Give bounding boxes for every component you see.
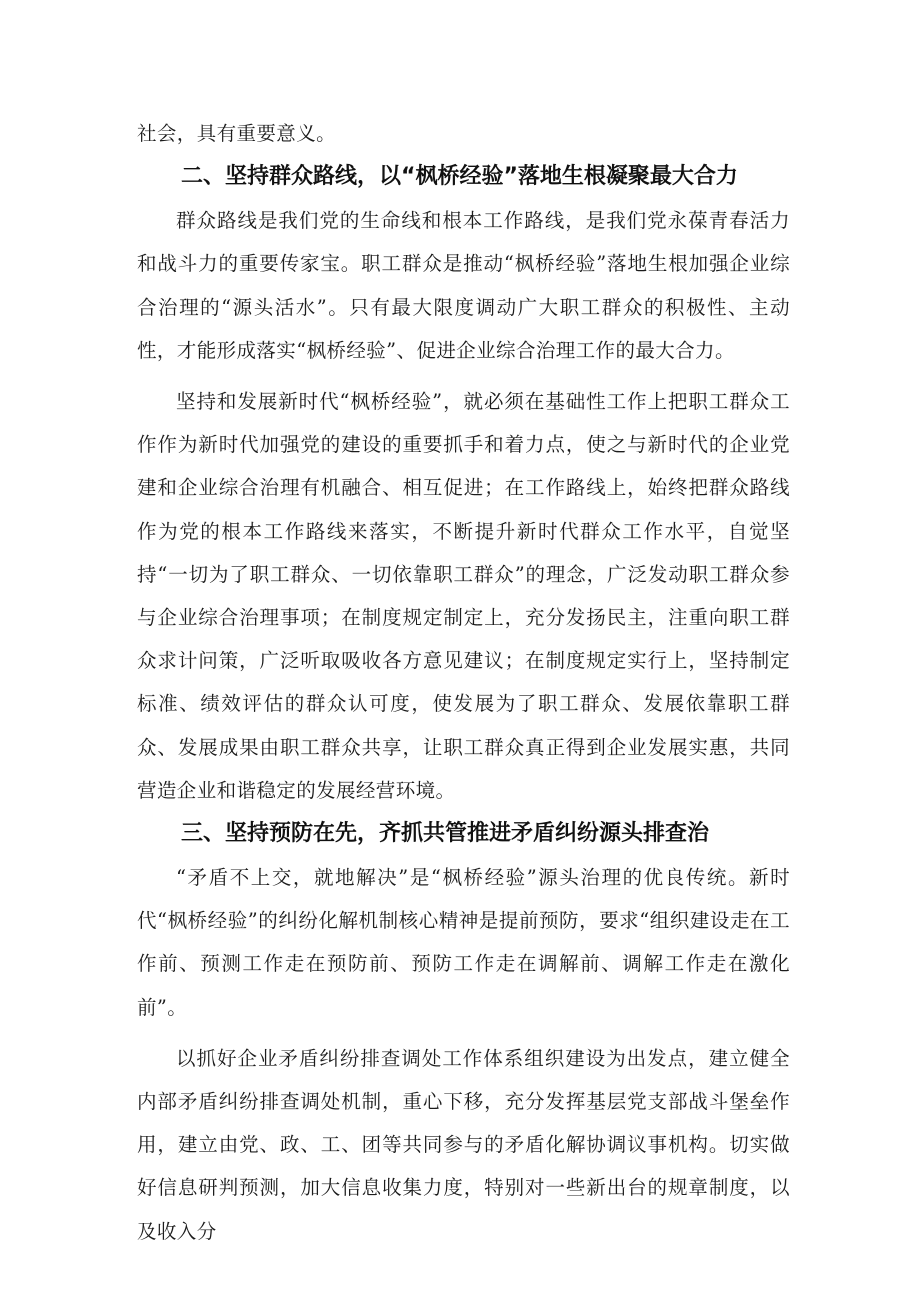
paragraph-dispute-mechanism: 以抓好企业矛盾纠纷排查调处工作体系组织建设为出发点，建立健全内部矛盾纠纷排查调处机制，重心下移，充分发挥基层党支部战斗堡垒作用，建立由党、政、工、团等共同参与的矛盾化解协调议事机构。切实做好信息研判预测，加大信息收集力度，特别对一些新出台的规章制度，以及收入分: [137, 1046, 790, 1243]
paragraph-continuation: 社会，具有重要意义。: [137, 122, 337, 145]
paragraph-gap: [137, 372, 790, 380]
section-heading-two: 二、坚持群众路线，以“枫桥经验”落地生根凝聚最大合力: [181, 164, 738, 190]
section-heading-three: 三、坚持预防在先，齐抓共管推进矛盾纠纷源头排查治: [181, 821, 710, 847]
paragraph-dispute-prevention: “矛盾不上交，就地解决”是“枫桥经验”源头治理的优良传统。新时代“枫桥经验”的纠纷化解机制核心精神是提前预防，要求“组织建设走在工作前、预测工作走在预防前、预防工作走在调解前、调解工作走在激化前”。: [137, 866, 790, 1019]
paragraph-mass-line: 群众路线是我们党的生命线和根本工作路线，是我们党永葆青春活力和战斗力的重要传家宝。职工群众是推动“枫桥经验”落地生根加强企业综合治理的“源头活水”。只有最大限度调动广大职工群众的积极性、主动性，才能形成落实“枫桥经验”、促进企业综合治理工作的最大合力。: [137, 209, 790, 362]
paragraph-gap: [137, 1029, 790, 1037]
paragraph-new-era-fengqiao: 坚持和发展新时代“枫桥经验”，就必须在基础性工作上把职工群众工作作为新时代加强党的建设的重要抓手和着力点，使之与新时代的企业党建和企业综合治理有机融合、相互促进；在工作路线上，始终把群众路线作为党的根本工作路线来落实，不断提升新时代群众工作水平，自觉坚持“一切为了职工群众、一切依靠职工群众”的理念，广泛发动职工群众参与企业综合治理事项；在制度规定制定上，充分发扬民主，注重向职工群众求计问策，广泛听取吸收各方意见建议；在制度规定实行上，坚持制定标准、绩效评估的群众认可度，使发展为了职工群众、发展依靠职工群众、发展成果由职工群众共享，让职工群众真正得到企业发展实惠，共同营造企业和谐稳定的发展经营环境。: [137, 390, 790, 802]
document-body: [137, 112, 790, 1253]
